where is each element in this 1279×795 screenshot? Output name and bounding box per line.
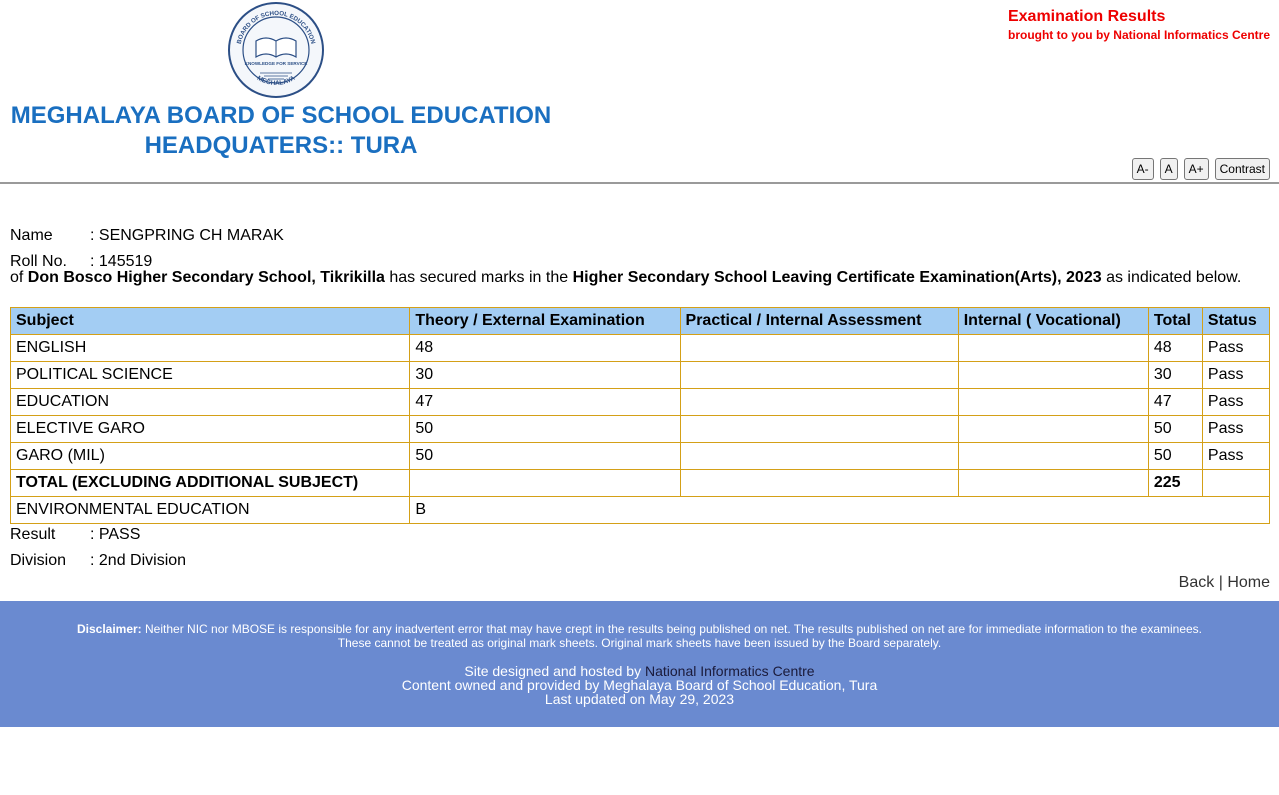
- roll-label: Roll No.: [10, 253, 67, 270]
- empty-cell: [1202, 470, 1269, 497]
- increase-font-button[interactable]: A+: [1184, 158, 1209, 180]
- additional-grade-cell: B: [410, 497, 1270, 524]
- theory-cell: 47: [410, 389, 680, 416]
- back-link[interactable]: Back: [1178, 574, 1215, 591]
- status-cell: Pass: [1202, 362, 1269, 389]
- total-cell: 50: [1148, 443, 1202, 470]
- vocational-cell: [958, 416, 1148, 443]
- subject-cell: ENGLISH: [11, 335, 410, 362]
- decrease-font-button[interactable]: A-: [1132, 158, 1154, 180]
- subject-cell: EDUCATION: [11, 389, 410, 416]
- total-row: [11, 470, 1270, 497]
- practical-cell: [680, 389, 958, 416]
- svg-text:KNOWLEDGE FOR SERVICE: KNOWLEDGE FOR SERVICE: [244, 61, 308, 66]
- status-cell: Pass: [1202, 443, 1269, 470]
- board-title-line1: MEGHALAYA BOARD OF SCHOOL EDUCATION: [10, 102, 552, 129]
- vocational-cell: [958, 389, 1148, 416]
- student-info: [10, 224, 1270, 288]
- col-subject: Subject: [11, 308, 410, 335]
- svg-text:BOARD OF SCHOOL EDUCATION: BOARD OF SCHOOL EDUCATION: [235, 9, 317, 45]
- total-cell: 48: [1148, 335, 1202, 362]
- hosted-prefix: Site designed and hosted by: [464, 663, 642, 679]
- table-row: [11, 443, 1270, 470]
- subject-cell: ELECTIVE GARO: [11, 416, 410, 443]
- total-cell: 30: [1148, 362, 1202, 389]
- nav-links: [1179, 574, 1270, 592]
- mbose-logo: [226, 1, 326, 99]
- division-label: Division: [10, 552, 67, 569]
- page-header: [0, 0, 1279, 184]
- result-summary: [10, 523, 186, 575]
- exam-results-title: Examination Results: [1007, 8, 1166, 25]
- page-footer: [0, 601, 1279, 727]
- secured-statement: [10, 268, 1270, 288]
- col-theory: Theory / External Examination: [410, 308, 680, 335]
- last-updated: Last updated on May 29, 2023: [544, 691, 735, 707]
- vocational-cell: [958, 362, 1148, 389]
- marks-table: [10, 307, 1270, 524]
- table-row: [11, 416, 1270, 443]
- hosting-info: [0, 664, 1279, 706]
- subject-cell: POLITICAL SCIENCE: [11, 362, 410, 389]
- theory-cell: 50: [410, 416, 680, 443]
- table-row: [11, 389, 1270, 416]
- indicated-text: as indicated below.: [1106, 269, 1242, 286]
- table-header-row: [11, 308, 1270, 335]
- subject-cell: GARO (MIL): [11, 443, 410, 470]
- school-name: Don Bosco Higher Secondary School, Tikrikilla: [27, 269, 385, 286]
- practical-cell: [680, 362, 958, 389]
- reset-font-button[interactable]: A: [1160, 158, 1178, 180]
- total-cell: 50: [1148, 416, 1202, 443]
- col-total: Total: [1148, 308, 1202, 335]
- disclaimer-label: Disclaimer:: [76, 622, 142, 636]
- svg-text:MEGHALAYA: MEGHALAYA: [255, 74, 297, 88]
- status-cell: Pass: [1202, 389, 1269, 416]
- vocational-cell: [958, 443, 1148, 470]
- division-value: : 2nd Division: [90, 552, 187, 569]
- status-cell: Pass: [1202, 335, 1269, 362]
- status-cell: Pass: [1202, 416, 1269, 443]
- disclaimer-line2: These cannot be treated as original mark sheets. Original mark sheets have been issued by the Board separately.: [337, 636, 942, 650]
- additional-subject-row: [11, 497, 1270, 524]
- empty-cell: [958, 470, 1148, 497]
- practical-cell: [680, 443, 958, 470]
- theory-cell: 48: [410, 335, 680, 362]
- vocational-cell: [958, 335, 1148, 362]
- secured-text: has secured marks in the: [389, 269, 569, 286]
- result-value: : PASS: [90, 526, 141, 543]
- result-label: Result: [10, 526, 56, 543]
- additional-subject-cell: ENVIRONMENTAL EDUCATION: [11, 497, 410, 524]
- board-title-line2: HEADQUATERS:: TURA: [144, 132, 418, 159]
- empty-cell: [410, 470, 680, 497]
- col-status: Status: [1202, 308, 1269, 335]
- contrast-button[interactable]: Contrast: [1215, 158, 1270, 180]
- total-label: TOTAL (EXCLUDING ADDITIONAL SUBJECT): [11, 470, 410, 497]
- name-row: [10, 224, 1270, 250]
- disclaimer-text: Neither NIC nor MBOSE is responsible for any inadvertent error that may have crept in the results being published on net. The results published on net are for immediate information to the examinees.: [145, 622, 1203, 636]
- total-cell: 47: [1148, 389, 1202, 416]
- exam-results-subtitle: brought to you by National Informatics Centre: [1007, 28, 1270, 42]
- table-row: [11, 335, 1270, 362]
- theory-cell: 50: [410, 443, 680, 470]
- division-row: [10, 549, 186, 575]
- content-owner: Content owned and provided by Meghalaya Board of School Education, Tura: [401, 677, 878, 693]
- exam-name: Higher Secondary School Leaving Certificate Examination(Arts), 2023: [572, 269, 1102, 286]
- disclaimer: [0, 622, 1279, 650]
- theory-cell: 30: [410, 362, 680, 389]
- exam-results-heading: [1008, 8, 1270, 44]
- name-value: : SENGPRING CH MARAK: [90, 227, 284, 244]
- name-label: Name: [10, 227, 53, 244]
- practical-cell: [680, 416, 958, 443]
- result-row: [10, 523, 186, 549]
- roll-value: : 145519: [90, 253, 153, 270]
- empty-cell: [680, 470, 958, 497]
- total-value: 225: [1148, 470, 1202, 497]
- col-practical: Practical / Internal Assessment: [680, 308, 958, 335]
- board-title: [10, 101, 552, 161]
- practical-cell: [680, 335, 958, 362]
- nic-link[interactable]: National Informatics Centre: [644, 663, 815, 679]
- of-text: of: [10, 269, 24, 286]
- table-row: [11, 362, 1270, 389]
- font-size-toolbar: [1132, 158, 1270, 180]
- nav-separator: |: [1218, 574, 1223, 591]
- col-vocational: Internal ( Vocational): [958, 308, 1148, 335]
- home-link[interactable]: Home: [1227, 574, 1270, 591]
